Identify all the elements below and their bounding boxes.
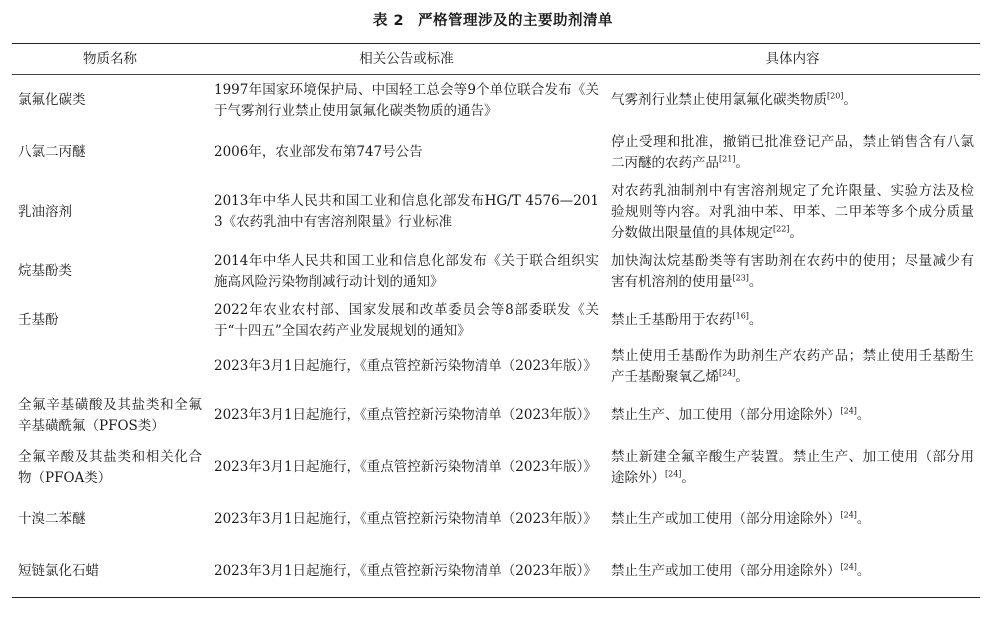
specific-content-cell bbox=[605, 246, 980, 298]
specific-content-cell bbox=[605, 546, 980, 598]
substance-name-cell: 短链氯化石蜡 bbox=[18, 562, 99, 579]
table-caption bbox=[0, 9, 986, 30]
content-end-punct: 。 bbox=[856, 511, 871, 527]
content-end-punct: 。 bbox=[856, 562, 871, 579]
content-text: 气雾剂行业禁止使用氯氟化碳类物质 bbox=[611, 92, 827, 109]
content-end-punct: 。 bbox=[748, 273, 763, 290]
substance-name-cell: 烷基酚类 bbox=[18, 263, 72, 279]
content-text: 加快淘汰烷基酚类等有害助剂在农药中的使用；尽量减少有害有机溶剂的使用量 bbox=[611, 252, 974, 290]
citation-ref: [24] bbox=[665, 469, 682, 478]
announcement-standard-cell: 2023年3月1日起施行，《重点管控新污染物清单（2023年版）》 bbox=[214, 358, 597, 374]
additives-table bbox=[12, 43, 980, 598]
content-end-punct: 。 bbox=[735, 154, 749, 171]
content-text: 禁止壬基酚用于农药 bbox=[611, 312, 733, 328]
table-row bbox=[12, 179, 980, 246]
substance-name-cell: 全氟辛酸及其盐类和相关化合物（PFOA类） bbox=[18, 448, 202, 486]
table-row bbox=[12, 546, 980, 598]
announcement-standard-cell: 2014年中华人民共和国工业和信息化部发布《关于联合组织实施高风险污染物削减行动计划的通知》 bbox=[214, 252, 599, 290]
substance-name-cell: 壬基酚 bbox=[18, 312, 59, 328]
table-row bbox=[12, 246, 980, 298]
announcement-standard-cell: 2006年，农业部发布第747号公告 bbox=[214, 144, 423, 160]
citation-ref: [20] bbox=[827, 91, 844, 101]
specific-content-cell bbox=[605, 298, 980, 344]
content-end-punct: 。 bbox=[748, 312, 763, 328]
content-text: 禁止使用壬基酚作为助剂生产农药产品；禁止使用壬基酚生产壬基酚聚氧乙烯 bbox=[611, 347, 974, 385]
table-body bbox=[12, 75, 980, 598]
table-row bbox=[12, 344, 980, 390]
announcement-standard-cell: 2023年3月1日起施行，《重点管控新污染物清单（2023年版）》 bbox=[214, 511, 597, 527]
content-end-punct: 。 bbox=[681, 469, 695, 486]
header-specific-content: 具体内容 bbox=[765, 50, 820, 67]
table-title: 严格管理涉及的主要助剂清单 bbox=[418, 13, 614, 29]
content-text: 禁止生产、加工使用（部分用途除外） bbox=[611, 407, 841, 423]
citation-ref: [16] bbox=[732, 311, 749, 321]
announcement-standard-cell: 1997年国家环境保护局、中国轻工总会等9个单位联合发布《关于气雾剂行业禁止使用氯氟化碳类物质的通告》 bbox=[214, 81, 599, 119]
table-header-row bbox=[12, 44, 980, 75]
announcement-standard-cell: 2013年中华人民共和国工业和信息化部发布HG/T 4576—2013《农药乳油中有害溶剂限量》行业标准 bbox=[214, 193, 599, 230]
specific-content-cell bbox=[605, 75, 980, 127]
content-text: 禁止新建全氟辛酸生产装置。禁止生产、加工使用（部分用途除外） bbox=[611, 448, 974, 486]
content-text: 对农药乳油制剂中有害溶剂规定了允许限量、实验方法及检验规则等内容。对乳油中苯、甲苯、二甲苯等多个成分质量分数做出限量值的具体规定 bbox=[611, 182, 974, 241]
content-end-punct: 。 bbox=[856, 407, 871, 423]
citation-ref: [24] bbox=[719, 368, 736, 377]
table-row bbox=[12, 75, 980, 127]
specific-content-cell bbox=[605, 494, 980, 546]
citation-ref: [24] bbox=[840, 562, 857, 572]
substance-name-cell bbox=[12, 344, 208, 390]
citation-ref: [24] bbox=[840, 406, 857, 416]
content-end-punct: 。 bbox=[843, 92, 857, 109]
citation-ref: [24] bbox=[840, 510, 857, 520]
content-text: 禁止生产或加工使用（部分用途除外） bbox=[611, 562, 841, 579]
announcement-standard-cell: 2023年3月1日起施行，《重点管控新污染物清单（2023年版）》 bbox=[214, 459, 597, 475]
table-row bbox=[12, 442, 980, 494]
content-end-punct: 。 bbox=[735, 368, 749, 385]
specific-content-cell bbox=[605, 344, 980, 390]
table-row bbox=[12, 390, 980, 442]
specific-content-cell bbox=[605, 442, 980, 494]
table-number: 表 2 bbox=[372, 13, 405, 29]
table-row bbox=[12, 298, 980, 344]
substance-name-cell: 全氟辛基磺酸及其盐类和全氟辛基磺酰氟（PFOS类） bbox=[18, 396, 202, 434]
table-row bbox=[12, 127, 980, 179]
substance-name-cell: 八氯二丙醚 bbox=[18, 144, 86, 160]
announcement-standard-cell: 2023年3月1日起施行，《重点管控新污染物清单（2023年版）》 bbox=[214, 407, 597, 423]
citation-ref: [23] bbox=[732, 273, 749, 282]
specific-content-cell bbox=[605, 127, 980, 179]
header-substance-name: 物质名称 bbox=[83, 50, 137, 67]
content-text: 停止受理和批准，撤销已批准登记产品，禁止销售含有八氯二丙醚的农药产品 bbox=[611, 133, 974, 171]
content-text: 禁止生产或加工使用（部分用途除外） bbox=[611, 511, 841, 527]
header-announcement-standard: 相关公告或标准 bbox=[359, 50, 454, 67]
announcement-standard-cell: 2022年农业农村部、国家发展和改革委员会等8部委联发《关于“十四五”全国农药产业发展规划的通知》 bbox=[214, 301, 599, 339]
specific-content-cell bbox=[605, 390, 980, 442]
content-end-punct: 。 bbox=[789, 224, 803, 241]
substance-name-cell: 乳油溶剂 bbox=[18, 203, 72, 220]
substance-name-cell: 氯氟化碳类 bbox=[18, 92, 86, 109]
table-row bbox=[12, 494, 980, 546]
substance-name-cell: 十溴二苯醚 bbox=[18, 511, 86, 527]
citation-ref: [22] bbox=[773, 224, 790, 233]
specific-content-cell bbox=[605, 179, 980, 246]
announcement-standard-cell: 2023年3月1日起施行，《重点管控新污染物清单（2023年版）》 bbox=[214, 562, 597, 579]
citation-ref: [21] bbox=[719, 154, 736, 163]
